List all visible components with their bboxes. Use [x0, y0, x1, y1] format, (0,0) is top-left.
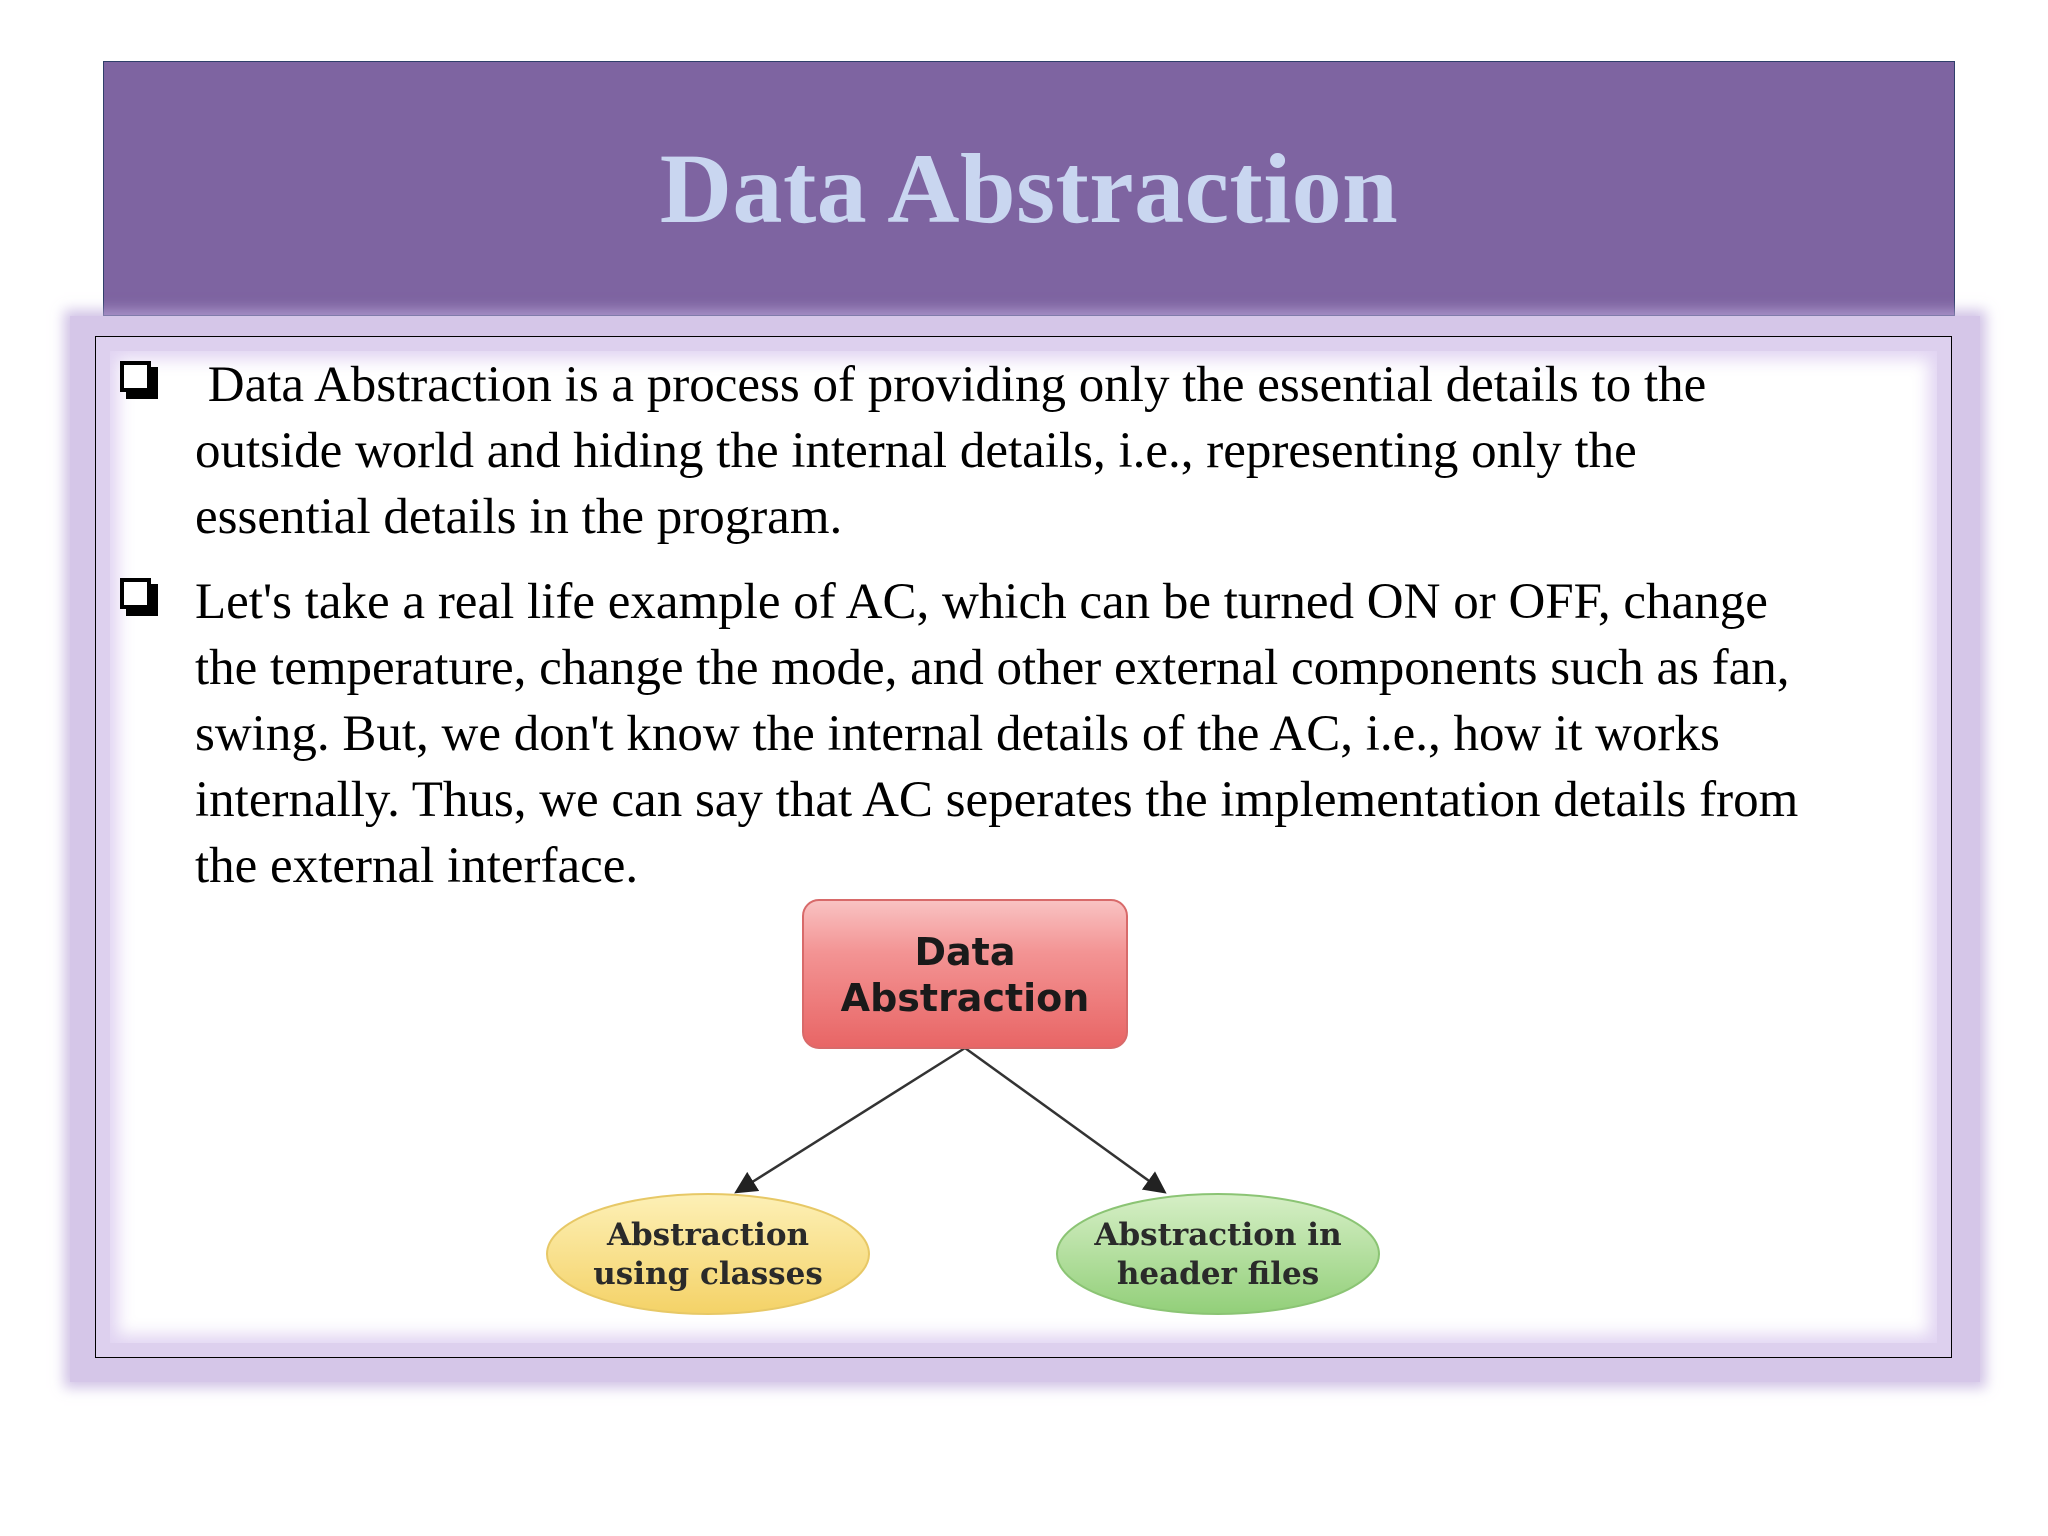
connector-right [965, 1048, 1163, 1191]
node-abstraction-header-files-line2: header files [1116, 1256, 1320, 1292]
node-abstraction-classes [547, 1194, 869, 1314]
bullet-1-text: Data Abstraction is a process of providing only the essential details to the outside world and hiding the internal details, i.e., representing only the essential details in the program. [195, 357, 1707, 545]
node-abstraction-header-files-line1: Abstraction in [1094, 1217, 1342, 1253]
bullet-2-text: Let's take a real life example of AC, which can be turned ON or OFF, change the temperature, change the mode, and other external components such as fan, swing. But, we don't know the internal details of the AC, i.e., how it works internally. Thus, we can say that AC seperates the implementation details from the external interface. [195, 574, 1799, 894]
node-abstraction-header-files [1057, 1194, 1379, 1314]
connector-left [738, 1048, 965, 1191]
slide-title: Data Abstraction [659, 133, 1399, 244]
checkbox-bullet-icon [120, 578, 158, 616]
node-data-abstraction-line2: Abstraction [840, 976, 1090, 1020]
node-abstraction-classes-line1: Abstraction [606, 1217, 810, 1253]
abstraction-diagram [540, 898, 1390, 1323]
slide-title-bar [103, 61, 1955, 316]
node-abstraction-classes-line2: using classes [593, 1256, 823, 1292]
node-data-abstraction [803, 900, 1127, 1048]
node-data-abstraction-line1: Data [914, 930, 1016, 974]
checkbox-bullet-icon [120, 361, 158, 399]
